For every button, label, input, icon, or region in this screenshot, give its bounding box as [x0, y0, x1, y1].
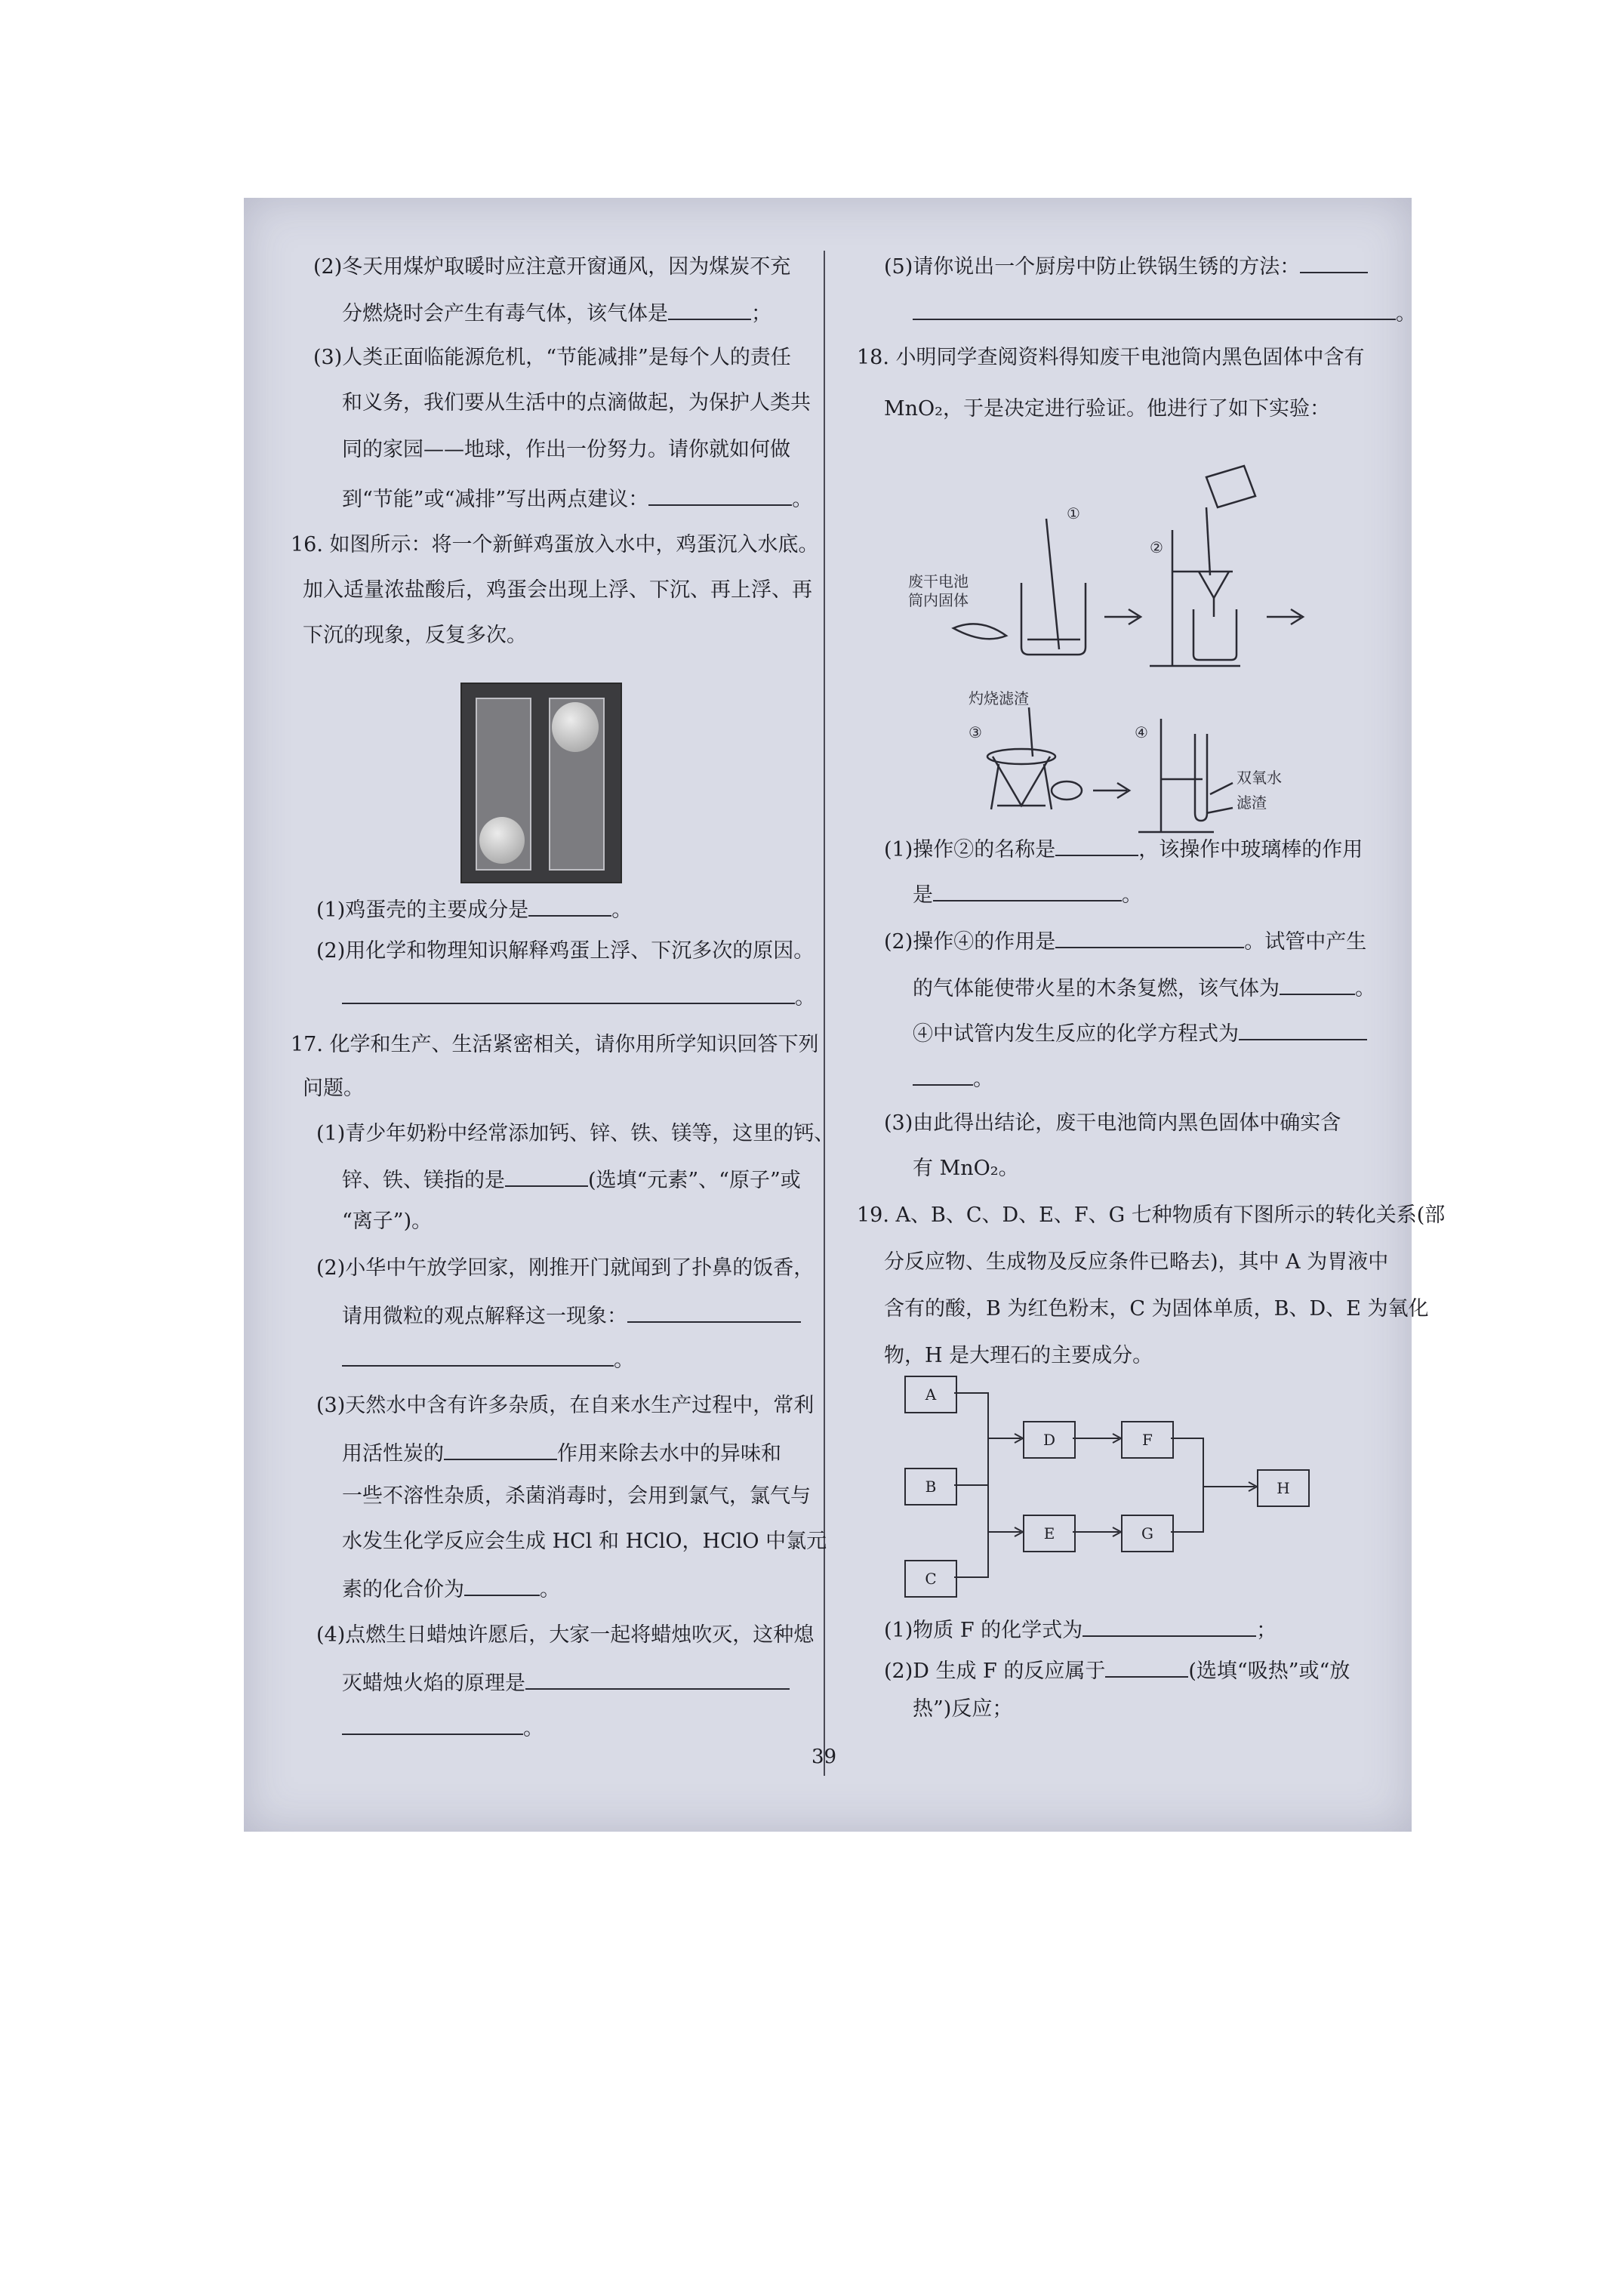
- answer-blank-q17-1[interactable]: [505, 1166, 588, 1187]
- q18-stem-line2: MnO₂，于是决定进行验证。他进行了如下实验：: [884, 397, 1330, 421]
- q17-4-line2: 灭蜡烛火焰的原理是: [342, 1669, 790, 1696]
- q17-3-line3: 一些不溶性杂质，杀菌消毒时，会用到氯气，氯气与: [342, 1484, 811, 1508]
- q19-stem-line4: 物，H 是大理石的主要成分。: [884, 1344, 1153, 1367]
- q15-3-line1: (3)人类正面临能源危机，“节能减排”是每个人的责任: [313, 346, 791, 369]
- answer-blank-q17-4a[interactable]: [525, 1669, 790, 1690]
- q19-stem-line1: 19. A、B、C、D、E、F、G 七种物质有下图所示的转化关系(部: [857, 1203, 1446, 1227]
- answer-blank-q18-2b[interactable]: [1280, 974, 1355, 995]
- q18-1-line2: 是 。: [913, 880, 1142, 908]
- q19-1: (1)物质 F 的化学式为 ；: [884, 1616, 1277, 1643]
- q18-3-line2: 有 MnO₂。: [913, 1157, 1019, 1180]
- solid-pile: [953, 624, 1006, 639]
- q18-1-line1: (1)操作②的名称是 ，该操作中玻璃棒的作用: [884, 835, 1363, 862]
- step4-label: ④: [1135, 723, 1148, 741]
- answer-blank-q18-2d[interactable]: [913, 1065, 973, 1086]
- test-tube: [1195, 734, 1207, 821]
- q18-stem-line1: 18. 小明同学查阅资料得知废干电池筒内黑色固体中含有: [857, 346, 1365, 369]
- glass-rod-step2: [1206, 507, 1210, 575]
- q16-stem-line1: 16. 如图所示：将一个新鲜鸡蛋放入水中，鸡蛋沉入水底。: [291, 533, 819, 556]
- pouring-beaker: [1206, 466, 1255, 507]
- q16-1: (1)鸡蛋壳的主要成分是 。: [316, 895, 632, 923]
- q16-stem-line2: 加入适量浓盐酸后，鸡蛋会出现上浮、下沉、再上浮、再: [303, 578, 812, 602]
- q17-1-line2: 锌、铁、镁指的是 (选填“元素”、“原子”或: [342, 1166, 801, 1193]
- label-burn: 灼烧滤渣: [969, 689, 1029, 707]
- q17-1-line3: “离子”)。: [342, 1210, 433, 1233]
- label-h2o2: 双氧水: [1236, 769, 1282, 787]
- q18-3-line1: (3)由此得出结论，废干电池筒内黑色固体中确实含: [884, 1111, 1341, 1135]
- answer-blank-q16-1[interactable]: [528, 895, 611, 917]
- answer-blank-q18-2a[interactable]: [1055, 927, 1244, 948]
- q17-3-line5: 素的化合价为 。: [342, 1575, 560, 1602]
- q17-stem-line2: 问题。: [303, 1077, 364, 1100]
- q15-3-line4: 到“节能”或“减排”写出两点建议： 。: [342, 485, 812, 512]
- answer-blank-q17-3b[interactable]: [464, 1575, 540, 1596]
- q19-2-line1: (2)D 生成 F 的反应属于 (选填“吸热”或“放: [884, 1657, 1350, 1684]
- q17-5-answer: 。: [913, 299, 1416, 326]
- node-F: F: [1121, 1421, 1174, 1459]
- q17-3-line1: (3)天然水中含有许多杂质，在自来水生产过程中，常利: [316, 1394, 815, 1417]
- page-number: 39: [812, 1746, 837, 1768]
- q18-2-line3: ④中试管内发生反应的化学方程式为: [913, 1019, 1367, 1046]
- experiment-apparatus-diagram: [908, 447, 1331, 840]
- q16-2-answer: 。: [342, 983, 815, 1010]
- q15-3-line2: 和义务，我们要从生活中的点滴做起，为保护人类共: [342, 391, 811, 415]
- answer-blank-q18-1b[interactable]: [933, 880, 1122, 901]
- q18-2-line1: (2)操作④的作用是 。试管中产生: [884, 927, 1366, 954]
- node-G: G: [1121, 1515, 1174, 1552]
- step2-label: ②: [1150, 538, 1163, 556]
- q19-2-line2: 热”)反应；: [913, 1697, 1013, 1721]
- q19-stem-line3: 含有的酸，B 为红色粉末，C 为固体单质，B、D、E 为氧化: [884, 1297, 1429, 1321]
- beaker-step2: [1193, 609, 1236, 660]
- q17-stem-line1: 17. 化学和生产、生活紧密相关，请你用所学知识回答下列: [291, 1033, 819, 1056]
- funnel: [1199, 572, 1229, 598]
- q16-stem-line3: 下沉的现象，反复多次。: [303, 624, 527, 647]
- q17-2-line3: 。: [342, 1345, 634, 1373]
- node-H: H: [1257, 1469, 1310, 1507]
- node-E: E: [1023, 1515, 1076, 1552]
- egg-floating: [552, 702, 599, 752]
- node-D: D: [1023, 1421, 1076, 1459]
- node-B: B: [904, 1468, 957, 1505]
- answer-blank-q17-2a[interactable]: [627, 1302, 801, 1323]
- answer-blank-q17-5a[interactable]: [1300, 252, 1368, 273]
- answer-blank-q17-5b[interactable]: [913, 299, 1396, 320]
- q17-5: (5)请你说出一个厨房中防止铁锅生锈的方法：: [884, 252, 1368, 279]
- q17-1-line1: (1)青少年奶粉中经常添加钙、锌、铁、镁等，这里的钙、: [316, 1122, 835, 1145]
- answer-blank-q17-4b[interactable]: [342, 1714, 523, 1735]
- q15-3-line3: 同的家园——地球，作出一份努力。请你就如何做: [342, 438, 790, 461]
- q18-2-line2: 的气体能使带火星的木条复燃，该气体为 。: [913, 974, 1375, 1001]
- node-A: A: [904, 1376, 957, 1413]
- glass-rod-step1: [1046, 519, 1059, 649]
- q17-2-line1: (2)小华中午放学回家，刚推开门就闻到了扑鼻的饭香，: [316, 1256, 815, 1280]
- label-solid-b: 筒内固体: [908, 591, 969, 609]
- egg-sunk: [479, 817, 525, 864]
- answer-blank-q17-3a[interactable]: [444, 1439, 557, 1460]
- q15-2-line1: (2)冬天用煤炉取暖时应注意开窗通风，因为煤炭不充: [313, 255, 791, 279]
- q15-2-line2: 分燃烧时会产生有毒气体，该气体是 ；: [342, 299, 771, 326]
- answer-blank-q15-3[interactable]: [648, 485, 792, 506]
- answer-blank-q18-2c[interactable]: [1239, 1019, 1367, 1040]
- q17-4-line3: 。: [342, 1714, 544, 1741]
- label-residue: 滤渣: [1236, 794, 1267, 812]
- step3-label: ③: [969, 723, 982, 741]
- answer-blank-q16-2[interactable]: [342, 983, 795, 1004]
- q19-stem-line2: 分反应物、生成物及反应条件已略去)，其中 A 为胃液中: [884, 1250, 1389, 1274]
- q17-3-line2: 用活性炭的 作用来除去水中的异味和: [342, 1439, 781, 1466]
- conversion-arrows: [954, 1391, 1264, 1587]
- step1-label: ①: [1067, 504, 1080, 522]
- exam-page: [244, 198, 1446, 1832]
- q17-3-line4: 水发生化学反应会生成 HCl 和 HClO，HClO 中氯元: [342, 1530, 827, 1553]
- answer-blank-q17-2b[interactable]: [342, 1345, 614, 1367]
- egg-photo: [460, 683, 622, 883]
- label-solid-a: 废干电池: [908, 572, 969, 590]
- node-C: C: [904, 1560, 957, 1598]
- q18-2-line4: 。: [913, 1065, 993, 1092]
- q17-2-line2: 请用微粒的观点解释这一现象：: [342, 1302, 801, 1329]
- q17-4-line1: (4)点燃生日蜡烛许愿后，大家一起将蜡烛吹灭，这种熄: [316, 1623, 815, 1647]
- answer-blank-q15-2[interactable]: [668, 299, 751, 320]
- answer-blank-q19-1[interactable]: [1083, 1616, 1256, 1637]
- answer-blank-q19-2[interactable]: [1105, 1657, 1188, 1678]
- q16-2: (2)用化学和物理知识解释鸡蛋上浮、下沉多次的原因。: [316, 939, 815, 963]
